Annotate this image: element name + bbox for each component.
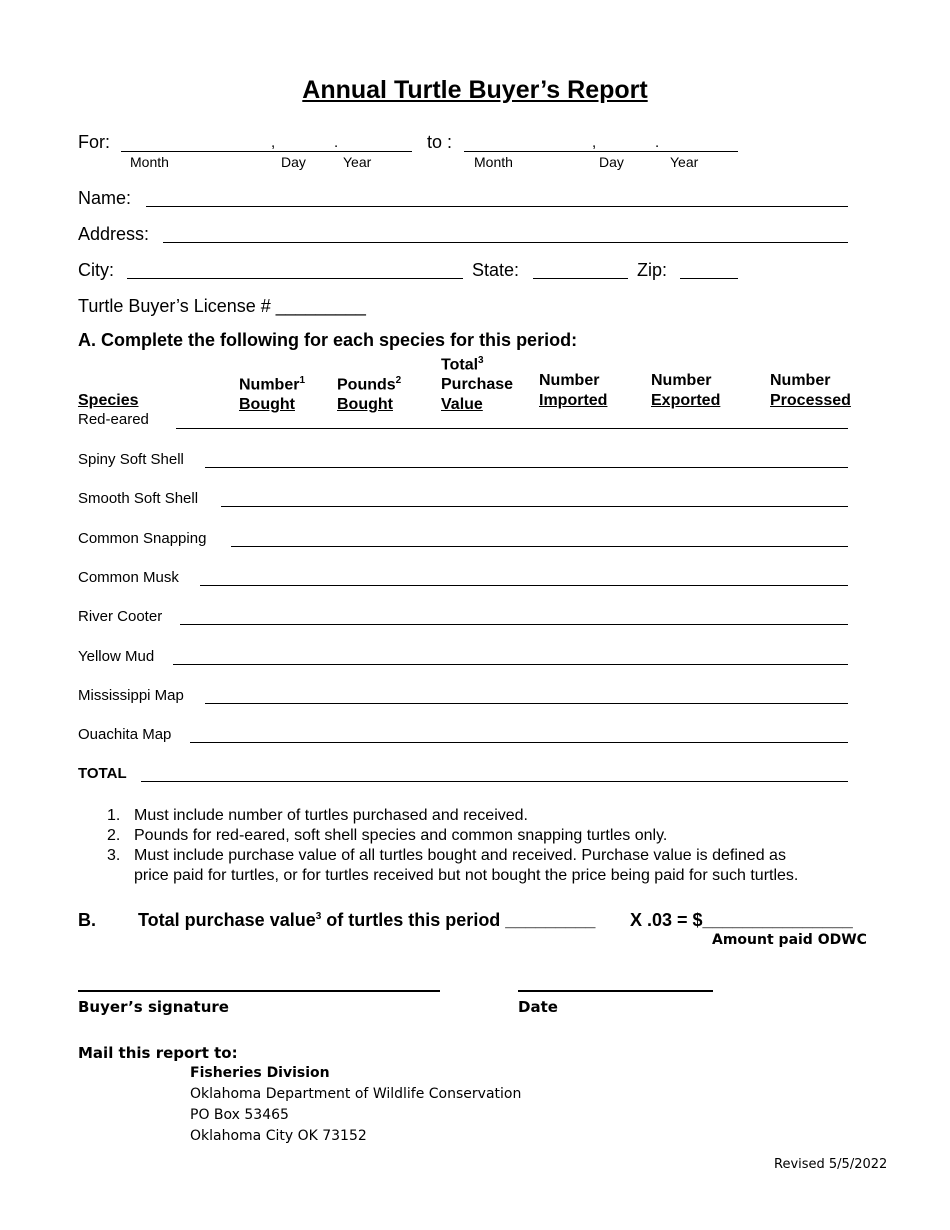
buyer-signature-label: Buyer’s signature: [78, 998, 229, 1016]
from-year-label: Year: [343, 154, 372, 170]
col-processed-line2: Processed: [770, 392, 851, 409]
to-day-label: Day: [599, 154, 624, 170]
total-label: TOTAL: [78, 765, 127, 782]
state-label: State:: [472, 260, 520, 280]
from-date-dot: .: [334, 134, 339, 151]
from-date-field[interactable]: [121, 151, 412, 152]
note-text-3: Must include purchase value of all turtles bought and received. Purchase value is defined as: [134, 847, 786, 864]
row-total-field[interactable]: [141, 781, 848, 782]
date-label: Date: [518, 998, 558, 1016]
species-yellow-mud: Yellow Mud: [78, 648, 155, 665]
footnote-ref-2: 2: [395, 375, 402, 386]
row-smooth-soft-shell-field[interactable]: [221, 506, 848, 507]
footnote-ref-3: 3: [478, 355, 484, 366]
species-common-snapping: Common Snapping: [78, 530, 207, 547]
city-label: City:: [78, 260, 114, 280]
col-number-exported: [651, 371, 720, 411]
section-b-text-2: of turtles this period _________: [321, 910, 596, 930]
from-day-label: Day: [281, 154, 306, 170]
col-number-bought: [239, 371, 305, 415]
note-number-2: 2.: [107, 827, 121, 844]
city-field[interactable]: [127, 278, 463, 279]
col-total-line3: Value: [441, 396, 483, 414]
col-exported-line2: Exported: [651, 392, 721, 409]
section-a-heading: A. Complete the following for each species for this period:: [78, 330, 578, 350]
col-number-bought-line1: Number: [239, 376, 300, 394]
note-text-1: Must include number of turtles purchased and received.: [134, 807, 528, 824]
to-date-dot: .: [655, 134, 660, 151]
col-total-line1: Total: [441, 356, 479, 374]
row-yellow-mud-field[interactable]: [173, 664, 848, 665]
col-pounds-line2: Bought: [337, 396, 393, 414]
note-text-2: Pounds for red-eared, soft shell species and common snapping turtles only.: [134, 827, 668, 844]
section-b-letter: B.: [78, 910, 96, 930]
to-year-label: Year: [670, 154, 699, 170]
revised-date: Revised 5/5/2022: [774, 1157, 888, 1172]
to-date-comma: ,: [592, 134, 597, 151]
row-common-musk-field[interactable]: [200, 585, 848, 586]
col-number-processed: [770, 371, 851, 411]
mail-line-city: Oklahoma City OK 73152: [190, 1128, 367, 1144]
mail-line-department: Oklahoma Department of Wildlife Conservation: [190, 1086, 522, 1102]
col-species: Species: [78, 392, 139, 409]
col-exported-line1: Number: [651, 372, 712, 389]
zip-label: Zip:: [637, 260, 668, 280]
for-label: For:: [78, 132, 111, 152]
species-red-eared: Red-eared: [78, 411, 149, 428]
from-date-comma: ,: [271, 134, 276, 151]
license-field[interactable]: Turtle Buyer’s License # _________: [78, 296, 366, 316]
species-ouachita-map: Ouachita Map: [78, 726, 172, 743]
species-common-musk: Common Musk: [78, 569, 179, 586]
mail-heading: Mail this report to:: [78, 1044, 238, 1062]
footnote-ref-1: 1: [299, 375, 306, 386]
name-field[interactable]: [146, 206, 848, 207]
address-field[interactable]: [163, 242, 848, 243]
amount-paid-label: Amount paid ODWC: [712, 932, 867, 948]
date-field[interactable]: [518, 990, 713, 992]
species-river-cooter: River Cooter: [78, 608, 163, 625]
species-spiny-soft-shell: Spiny Soft Shell: [78, 451, 184, 468]
section-b-multiplier[interactable]: X .03 = $_______________: [630, 910, 853, 930]
col-total-purchase-value: [441, 351, 513, 415]
address-label: Address:: [78, 224, 150, 244]
row-common-snapping-field[interactable]: [231, 546, 848, 547]
mail-line-division: Fisheries Division: [190, 1065, 330, 1081]
row-mississippi-map-field[interactable]: [205, 703, 848, 704]
row-ouachita-map-field[interactable]: [190, 742, 848, 743]
buyer-signature-field[interactable]: [78, 990, 440, 992]
zip-field[interactable]: [680, 278, 738, 279]
section-b-text-1: Total purchase value: [138, 910, 316, 930]
col-total-line2: Purchase: [441, 376, 514, 394]
col-number-imported: [539, 371, 607, 411]
col-number-bought-line2: Bought: [239, 396, 295, 414]
species-smooth-soft-shell: Smooth Soft Shell: [78, 490, 199, 507]
name-label: Name:: [78, 188, 132, 208]
col-imported-line2: Imported: [539, 392, 608, 409]
col-processed-line1: Number: [770, 372, 831, 389]
species-mississippi-map: Mississippi Map: [78, 687, 184, 704]
col-pounds-line1: Pounds: [337, 376, 396, 394]
mail-line-pobox: PO Box 53465: [190, 1107, 289, 1123]
to-month-label: Month: [474, 154, 513, 170]
note-number-3: 3.: [107, 847, 121, 864]
row-spiny-soft-shell-field[interactable]: [205, 467, 848, 468]
section-b-text[interactable]: [138, 910, 595, 931]
col-imported-line1: Number: [539, 372, 600, 389]
row-river-cooter-field[interactable]: [180, 624, 848, 625]
from-month-label: Month: [130, 154, 169, 170]
row-red-eared-field[interactable]: [176, 428, 848, 429]
state-field[interactable]: [533, 278, 628, 279]
to-label: to :: [427, 132, 453, 152]
footnote-ref-3b: 3: [315, 911, 322, 922]
note-text-3-cont: price paid for turtles, or for turtles received but not bought the price being paid for such turtles.: [134, 867, 799, 884]
page-title: Annual Turtle Buyer’s Report: [302, 76, 648, 104]
to-date-field[interactable]: [464, 151, 738, 152]
col-pounds-bought: [337, 371, 401, 415]
note-number-1: 1.: [107, 807, 121, 824]
